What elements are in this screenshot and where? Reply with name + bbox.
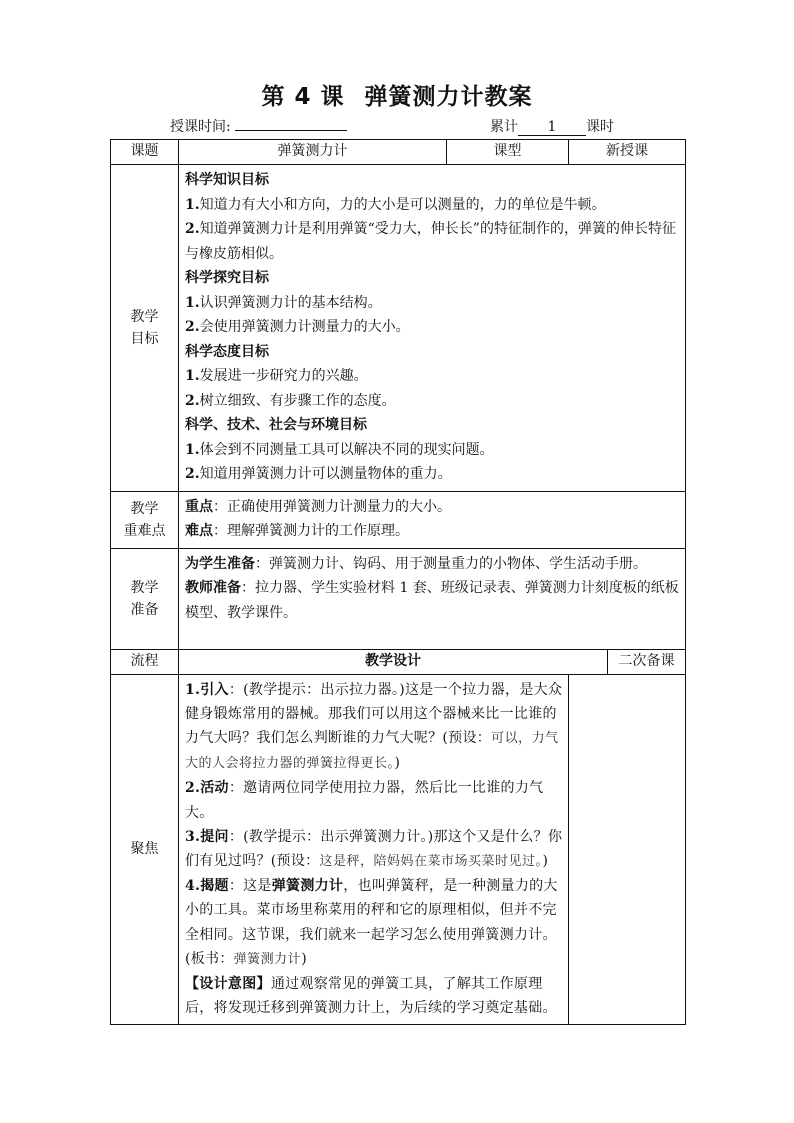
focus-label: 聚焦 [111,674,179,1025]
lesson-name: 弹簧测力计教案 [364,84,533,110]
lesson-plan-table [110,139,686,1025]
design-intent: 【设计意图】通过观察常见的弹簧工具，了解其工作原理后，将发现迁移到弹簧测力计上，为后续的学习奠定基础。 [185,975,557,1017]
goals-label: 教学 目标 [111,165,179,492]
focus-step: 1.引入：(教学提示：出示拉力器。)这是一个拉力器，是大众健身锻炼常用的器械。那我们可以用这个器械来比一比谁的力气大吗？我们怎么判断谁的力气大呢？(预设：可以，力气大的人会将拉力器的弹簧拉得更长。) [185,681,563,772]
cumulative-hours [490,116,614,136]
teaching-time-value [235,130,347,131]
prep-content [179,548,686,649]
flow-label: 流程 [111,649,179,674]
prep-label: 教学 准备 [111,548,179,649]
goal-item: 1.体会到不同测量工具可以解决不同的现实问题。 [185,441,494,458]
flow-header-row [111,649,686,674]
focus-step: 4.揭题：这是弹簧测力计，也叫弹簧秤，是一种测量力的大小的工具。菜市场里称菜用的秤和它的原理相似，但并不完全相同。这节课，我们就来一起学习怎么使用弹簧测力计。(板书：弹簧测力计) [185,878,558,967]
focus-step: 2.活动：邀请两位同学使用拉力器，然后比一比谁的力气大。 [185,780,544,821]
goal-item: 1.知道力有大小和方向，力的大小是可以测量的，力的单位是牛顿。 [185,196,606,213]
focus-content [179,674,569,1025]
difficult-point: 难点：理解弹簧测力计的工作原理。 [185,523,409,539]
design-label: 教学设计 [179,649,608,674]
focus-row [111,674,686,1025]
teaching-time-label: 授课时间: [170,119,231,135]
goal-section-title: 科学知识目标 [185,172,269,188]
cumulative-label: 累计 [490,119,518,135]
type-label: 课型 [447,140,569,165]
teacher-prep: 教师准备：拉力器、学生实验材料 1 套、班级记录表、弹簧测力计刻度板的纸板模型、教学课件。 [185,580,679,621]
focus-step: 3.提问：(教学提示：出示弹簧测力计。)那这个又是什么？你们有见过吗？(预设：这是秤，陪妈妈在菜市场买菜时见过。) [185,828,563,869]
cumulative-value: 1 [518,120,586,136]
goal-item: 1.发展进一步研究力的兴趣。 [185,368,368,384]
student-prep: 为学生准备：弹簧测力计、钩码、用于测量重力的小物体、学生活动手册。 [185,555,647,572]
revision-label: 二次备课 [608,649,686,674]
teaching-time [170,116,347,136]
goals-content [179,165,686,492]
goal-item: 2.树立细致、有步骤工作的态度。 [185,392,396,409]
keypoints-row [111,491,686,548]
topic-value: 弹簧测力计 [179,140,447,165]
key-point: 重点：正确使用弹簧测力计测量力的大小。 [185,498,451,515]
lesson-number: 第 4 课 [261,84,345,110]
goal-section-title: 科学、技术、社会与环境目标 [185,417,367,433]
goal-item: 2.知道弹簧测力计是利用弹簧“受力大，伸长长”的特征制作的，弹簧的伸长特征与橡皮筋相似。 [185,221,676,262]
hours-unit: 课时 [586,119,614,135]
goal-item: 2.知道用弹簧测力计可以测量物体的重力。 [185,466,452,482]
type-value: 新授课 [569,140,686,165]
revision-cell [569,674,686,1025]
keypoints-label: 教学 重难点 [111,491,179,548]
page-title [0,78,794,111]
topic-label: 课题 [111,140,179,165]
goals-row [111,165,686,492]
header-row [111,140,686,165]
keypoints-content [179,491,686,548]
goal-section-title: 科学探究目标 [185,270,269,286]
goal-item: 2.会使用弹簧测力计测量力的大小。 [185,319,410,335]
prep-row [111,548,686,649]
goal-section-title: 科学态度目标 [185,343,269,360]
goal-item: 1.认识弹簧测力计的基本结构。 [185,294,382,311]
